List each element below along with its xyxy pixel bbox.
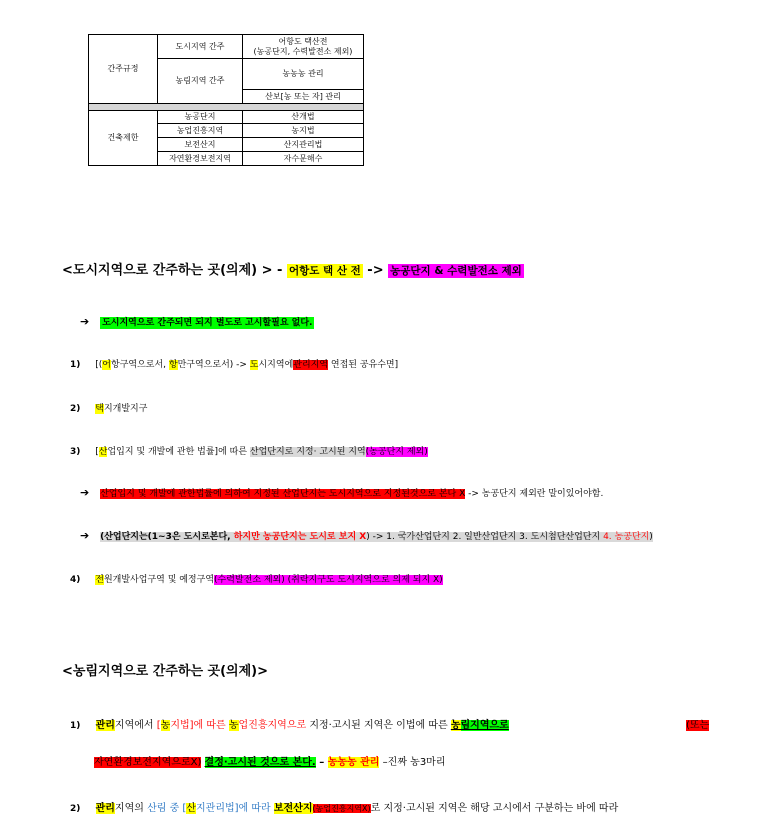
table-cell: 농공단지 [158,111,243,124]
regulation-table [88,34,364,166]
table-cell: 도시지역 간주 [158,35,243,59]
table-cell: 농지법 [243,124,364,138]
list-item-continuation: 자연환경보전지역으로X) 결정·고시된 것으로 본다. – 농농농 관리 –진짜 농3마리 [94,757,446,768]
list-item: 4) 전원개발사업구역 및 예정구역(수력발전소 제외) (취락지구도 도시지역으로 의제 되지 X) [70,575,443,585]
table-group-label: 간주규정 [89,35,158,104]
note-line: ➔ 도시지역으로 간주되면 되지 별도로 고시할필요 없다. [80,315,313,328]
note-line: ➔ 산업입지 및 개발에 관한법률에 의하여 지정된 산업단지는 도시지역으로 지정된것으로 본다 X -> 농공단지 제외란 말이있어야함. [80,486,604,499]
arrow-right-icon: ➔ [80,315,90,328]
note-line: ➔ (산업단지는(1~3은 도시로본다, 하지만 농공단지는 도시로 보지 X) -> 1. 국가산업단지 2. 일반산업단지 3. 도시첨단산업단지 4. 농공단지) [80,529,653,542]
list-item: 2) 관리지역의 산림 중 [산지관리법]에 따라 보전산지(농업진흥지역X)로 지정·고시된 지역은 해당 고시에서 구분하는 바에 따라 [70,803,619,814]
arrow-right-icon: ➔ [80,486,90,499]
table-cell: 산보[농 또는 자] 관리 [243,90,364,104]
table-cell: 농농농 관리 [243,59,364,90]
table-cell: 산지관리법 [243,138,364,152]
list-item-continuation: (또는 [686,720,710,731]
table-cell: 농업진흥지역 [158,124,243,138]
table-cell: 자연환경보전지역 [158,152,243,166]
table-separator [89,104,364,111]
table-cell: 자수문해수 [243,152,364,166]
list-item: 2) 택지개발지구 [70,404,148,414]
table-cell: 산개법 [243,111,364,124]
list-item: 1) [(어항구역으로서, 항만구역으로서) -> 도시지역에관리지역 연접된 공유수면] [70,360,399,370]
table-group-label: 건축제한 [89,111,158,166]
list-item: 3) [산업입지 및 개발에 관한 법률]에 따른 산업단지로 지정· 고시된 지역(농공단지 제외) [70,447,428,457]
table-cell: 어항도 택산전 (농공단지, 수력발전소 제외) [243,35,364,59]
table-cell: 보전산지 [158,138,243,152]
table-cell: 농림지역 간주 [158,59,243,104]
arrow-right-icon: ➔ [80,529,90,542]
section1-heading: <도시지역으로 간주하는 곳(의제) > - 어항도 택 산 전 -> 농공단지 & 수력발전소 제외 [62,263,522,278]
section2-heading: <농림지역으로 간주하는 곳(의제)> [62,664,268,679]
list-item: 1) 관리지역에서 [농지법]에 따른 농업진흥지역으로 지정·고시된 지역은 이법에 따른 농림지역으로 [70,720,509,731]
